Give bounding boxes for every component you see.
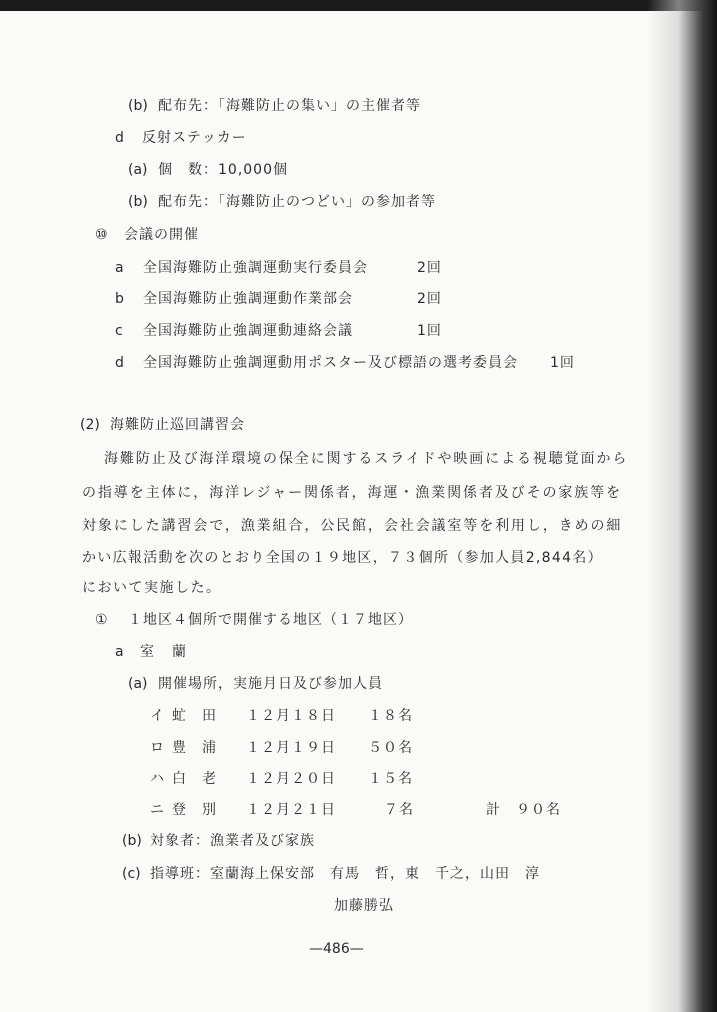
meeting-count: 2回 — [417, 260, 442, 276]
item-marker: d — [115, 130, 124, 146]
text-line: 個 数：10,000個 — [158, 162, 288, 178]
venue-place: 豊 浦 — [172, 740, 217, 756]
text-line: 加藤勝弘 — [334, 898, 394, 914]
item-marker: (b) — [128, 194, 148, 210]
item-marker: (b) — [128, 98, 148, 114]
text-line: 配布先：「海難防止の集い」の主催者等 — [158, 98, 421, 114]
venue-date: １２月２０日 — [246, 771, 336, 787]
meeting-count: 2回 — [417, 291, 442, 307]
venue-total: 計 ９０名 — [486, 802, 561, 818]
venue-place: 登 別 — [172, 802, 217, 818]
venue-people: １８名 — [368, 708, 413, 724]
scan-page-fold — [647, 0, 717, 1012]
paragraph-line: において実施した。 — [82, 580, 222, 596]
district-name: 室 蘭 — [140, 644, 188, 660]
venue-marker: イ — [150, 708, 164, 724]
venue-marker: ニ — [150, 802, 164, 818]
item-marker: (a) — [128, 162, 148, 178]
meeting-count: 1回 — [550, 355, 575, 371]
venue-people: ７名 — [384, 802, 414, 818]
paragraph-line: の指導を主体に，海洋レジャー関係者，海運・漁業関係者及びその家族等を — [82, 485, 622, 501]
venue-people: ５０名 — [368, 740, 413, 756]
venue-date: １２月１９日 — [246, 740, 336, 756]
venue-people: １５名 — [368, 771, 413, 787]
page-number: —486— — [309, 941, 364, 957]
paragraph-line: 海難防止及び海洋環境の保全に関するスライドや映画による視聴覚面から — [104, 451, 629, 467]
venue-place: 白 老 — [172, 771, 217, 787]
text-line: 配布先：「海難防止のつどい」の参加者等 — [158, 194, 436, 210]
meeting-name: 全国海難防止強調運動作業部会 — [143, 291, 353, 307]
item-marker: c — [115, 323, 123, 339]
text-line: 指導班：室蘭海上保安部 有馬 哲，東 千之，山田 淳 — [150, 866, 540, 882]
venue-place: 虻 田 — [172, 708, 217, 724]
text-line: 対象者：漁業者及び家族 — [150, 833, 315, 849]
item-marker: (2) — [80, 417, 100, 433]
venue-marker: ハ — [150, 771, 164, 787]
item-marker: a — [115, 260, 124, 276]
text-line: 開催場所，実施月日及び参加人員 — [158, 676, 383, 692]
meeting-count: 1回 — [417, 323, 442, 339]
venue-date: １２月１８日 — [246, 708, 336, 724]
item-marker: (c) — [122, 866, 141, 882]
scan-top-edge — [0, 0, 717, 11]
item-marker: ① — [95, 612, 108, 628]
item-marker: d — [115, 355, 124, 371]
item-marker: (a) — [128, 676, 148, 692]
item-marker: b — [115, 291, 124, 307]
venue-marker: ロ — [150, 740, 164, 756]
item-marker: ⑩ — [95, 227, 108, 243]
meeting-name: 全国海難防止強調運動用ポスター及び標語の選考委員会 — [143, 355, 518, 371]
paragraph-line: 対象にした講習会で，漁業組合，公民館，会社会議室等を利用し，きめの細 — [82, 518, 623, 534]
item-marker: (b) — [122, 833, 142, 849]
text-line: 反射ステッカー — [142, 130, 247, 146]
paragraph-line: かい広報活動を次のとおり全国の１９地区，７３個所（参加人員2,844名） — [82, 550, 603, 566]
meeting-name: 全国海難防止強調運動実行委員会 — [143, 260, 368, 276]
item-marker: a — [115, 644, 124, 660]
venue-date: １２月２１日 — [246, 802, 336, 818]
meeting-name: 全国海難防止強調運動連絡会議 — [143, 323, 353, 339]
subsection-heading: １地区４個所で開催する地区（１７地区） — [128, 612, 413, 628]
section-heading: 海難防止巡回講習会 — [110, 417, 245, 433]
section-heading: 会議の開催 — [124, 227, 199, 243]
